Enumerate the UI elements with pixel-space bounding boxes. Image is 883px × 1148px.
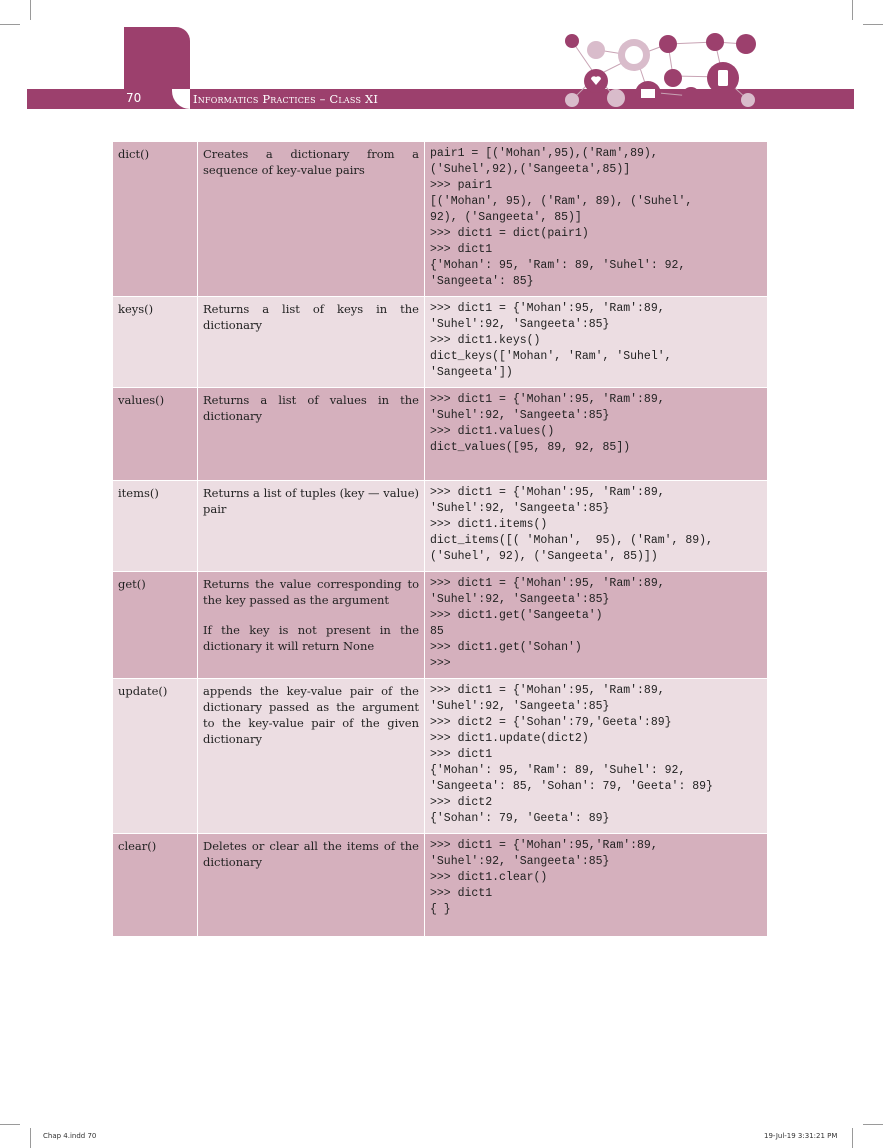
code-line: >>> dict1 = {'Mohan':95, 'Ram':89, xyxy=(430,684,665,697)
code-line: 'Suhel':92, 'Sangeeta':85} xyxy=(430,409,610,422)
code-line: ('Suhel',92),('Sangeeta',85)] xyxy=(430,163,631,176)
code-example-cell xyxy=(425,142,768,297)
description-cell xyxy=(198,572,425,679)
code-line: 'Sangeeta': 85} xyxy=(430,275,534,288)
description-cell xyxy=(198,481,425,572)
code-line: >>> dict1.get('Sangeeta') xyxy=(430,609,603,622)
description-text: If the key is not present in the dictionary it will return None xyxy=(203,623,419,653)
code-line: >>> dict1 = dict(pair1) xyxy=(430,227,589,240)
footer-file-name: Chap 4.indd 70 xyxy=(43,1132,97,1140)
function-name-cell: get() xyxy=(113,572,198,679)
function-name-cell: items() xyxy=(113,481,198,572)
code-line: >>> dict1.clear() xyxy=(430,871,548,884)
code-line: ('Suhel', 92), ('Sangeeta', 85)]) xyxy=(430,550,658,563)
bulb-icon xyxy=(565,93,579,107)
code-line: >>> dict1 = {'Mohan':95, 'Ram':89, xyxy=(430,393,665,406)
code-example-cell xyxy=(425,572,768,679)
function-name-cell: clear() xyxy=(113,834,198,937)
table-row xyxy=(113,481,768,572)
code-line: >>> dict1 xyxy=(430,887,493,900)
smiley-icon xyxy=(741,93,755,107)
crop-mark xyxy=(0,1124,20,1125)
code-line: 'Suhel':92, 'Sangeeta':85} xyxy=(430,502,610,515)
description-cell xyxy=(198,388,425,481)
code-line: pair1 = [('Mohan',95),('Ram',89), xyxy=(430,147,658,160)
code-line: >>> dict1 = {'Mohan':95,'Ram':89, xyxy=(430,839,658,852)
code-line: dict_items([( 'Mohan', 95), ('Ram', 89), xyxy=(430,534,713,547)
mail-icon xyxy=(565,34,579,48)
crop-mark xyxy=(863,24,883,25)
code-example-cell xyxy=(425,388,768,481)
description-text: appends the key-value pair of the dictionary passed as the argument to the key-value pair of the given dictionary xyxy=(203,684,419,746)
code-line: >>> dict1.values() xyxy=(430,425,555,438)
table-row xyxy=(113,572,768,679)
crop-mark xyxy=(0,24,20,25)
code-line: 'Suhel':92, 'Sangeeta':85} xyxy=(430,855,610,868)
code-line: >>> dict1 = {'Mohan':95, 'Ram':89, xyxy=(430,486,665,499)
code-line: >>> dict1 xyxy=(430,243,493,256)
code-example-cell xyxy=(425,679,768,834)
crop-mark xyxy=(852,0,853,20)
page-number: 70 xyxy=(126,91,142,105)
function-name-cell: update() xyxy=(113,679,198,834)
code-line: >>> dict1.update(dict2) xyxy=(430,732,589,745)
description-text: Returns the value corresponding to the key passed as the argument xyxy=(203,577,419,607)
code-example-cell xyxy=(425,481,768,572)
description-cell xyxy=(198,834,425,937)
rss-icon xyxy=(682,87,700,105)
code-line: >>> dict1.keys() xyxy=(430,334,541,347)
description-cell xyxy=(198,297,425,388)
table-row xyxy=(113,142,768,297)
code-line: >>> xyxy=(430,657,451,670)
code-line: {'Mohan': 95, 'Ram': 89, 'Suhel': 92, xyxy=(430,764,686,777)
description-text: Creates a dictionary from a sequence of key-value pairs xyxy=(203,147,419,177)
code-line: >>> dict2 = {'Sohan':79,'Geeta':89} xyxy=(430,716,672,729)
table-row xyxy=(113,297,768,388)
video-icon xyxy=(736,34,756,54)
user-icon xyxy=(659,35,677,53)
footer-timestamp: 19-Jul-19 3:31:21 PM xyxy=(764,1132,838,1140)
crop-mark xyxy=(30,1128,31,1148)
code-line: >>> dict1.get('Sohan') xyxy=(430,641,582,654)
code-line: 'Sangeeta': 85, 'Sohan': 79, 'Geeta': 89} xyxy=(430,780,713,793)
code-line: 'Suhel':92, 'Sangeeta':85} xyxy=(430,700,610,713)
description-text: Returns a list of keys in the dictionary xyxy=(203,302,419,332)
cloud-icon xyxy=(607,89,625,107)
crop-mark xyxy=(863,1124,883,1125)
table-row xyxy=(113,679,768,834)
code-line: >>> pair1 xyxy=(430,179,493,192)
like-icon xyxy=(664,69,682,87)
speaker-icon xyxy=(587,41,605,59)
table-row xyxy=(113,834,768,937)
code-line: { } xyxy=(430,903,451,916)
description-cell xyxy=(198,142,425,297)
code-line: >>> dict1 xyxy=(430,748,493,761)
description-text: Deletes or clear all the items of the dictionary xyxy=(203,839,419,869)
code-line: >>> dict2 xyxy=(430,796,493,809)
dictionary-methods-table xyxy=(112,141,768,937)
code-line: 85 xyxy=(430,625,444,638)
crop-mark xyxy=(30,0,31,20)
code-line: >>> dict1 = {'Mohan':95, 'Ram':89, xyxy=(430,302,665,315)
code-line: dict_keys(['Mohan', 'Ram', 'Suhel', xyxy=(430,350,672,363)
function-name-cell: dict() xyxy=(113,142,198,297)
code-line: 'Suhel':92, 'Sangeeta':85} xyxy=(430,318,610,331)
code-line: [('Mohan', 95), ('Ram', 89), ('Suhel', xyxy=(430,195,693,208)
crop-mark xyxy=(852,1128,853,1148)
code-line: 'Sangeeta']) xyxy=(430,366,513,379)
person-icon xyxy=(706,33,724,51)
code-line: >>> dict1.items() xyxy=(430,518,548,531)
code-line: {'Mohan': 95, 'Ram': 89, 'Suhel': 92, xyxy=(430,259,686,272)
function-name-cell: values() xyxy=(113,388,198,481)
description-text: Returns a list of tuples (key — value) pair xyxy=(203,486,419,516)
code-line: 'Suhel':92, 'Sangeeta':85} xyxy=(430,593,610,606)
network-illustration xyxy=(558,28,768,110)
table-row xyxy=(113,388,768,481)
code-example-cell xyxy=(425,297,768,388)
code-line: >>> dict1 = {'Mohan':95, 'Ram':89, xyxy=(430,577,665,590)
description-text: Returns a list of values in the dictionary xyxy=(203,393,419,423)
code-line: dict_values([95, 89, 92, 85]) xyxy=(430,441,631,454)
book-title: Informatics Practices – Class XI xyxy=(193,92,379,106)
code-example-cell xyxy=(425,834,768,937)
code-line: {'Sohan': 79, 'Geeta': 89} xyxy=(430,812,610,825)
code-line: 92), ('Sangeeta', 85)] xyxy=(430,211,582,224)
description-cell xyxy=(198,679,425,834)
function-name-cell: keys() xyxy=(113,297,198,388)
